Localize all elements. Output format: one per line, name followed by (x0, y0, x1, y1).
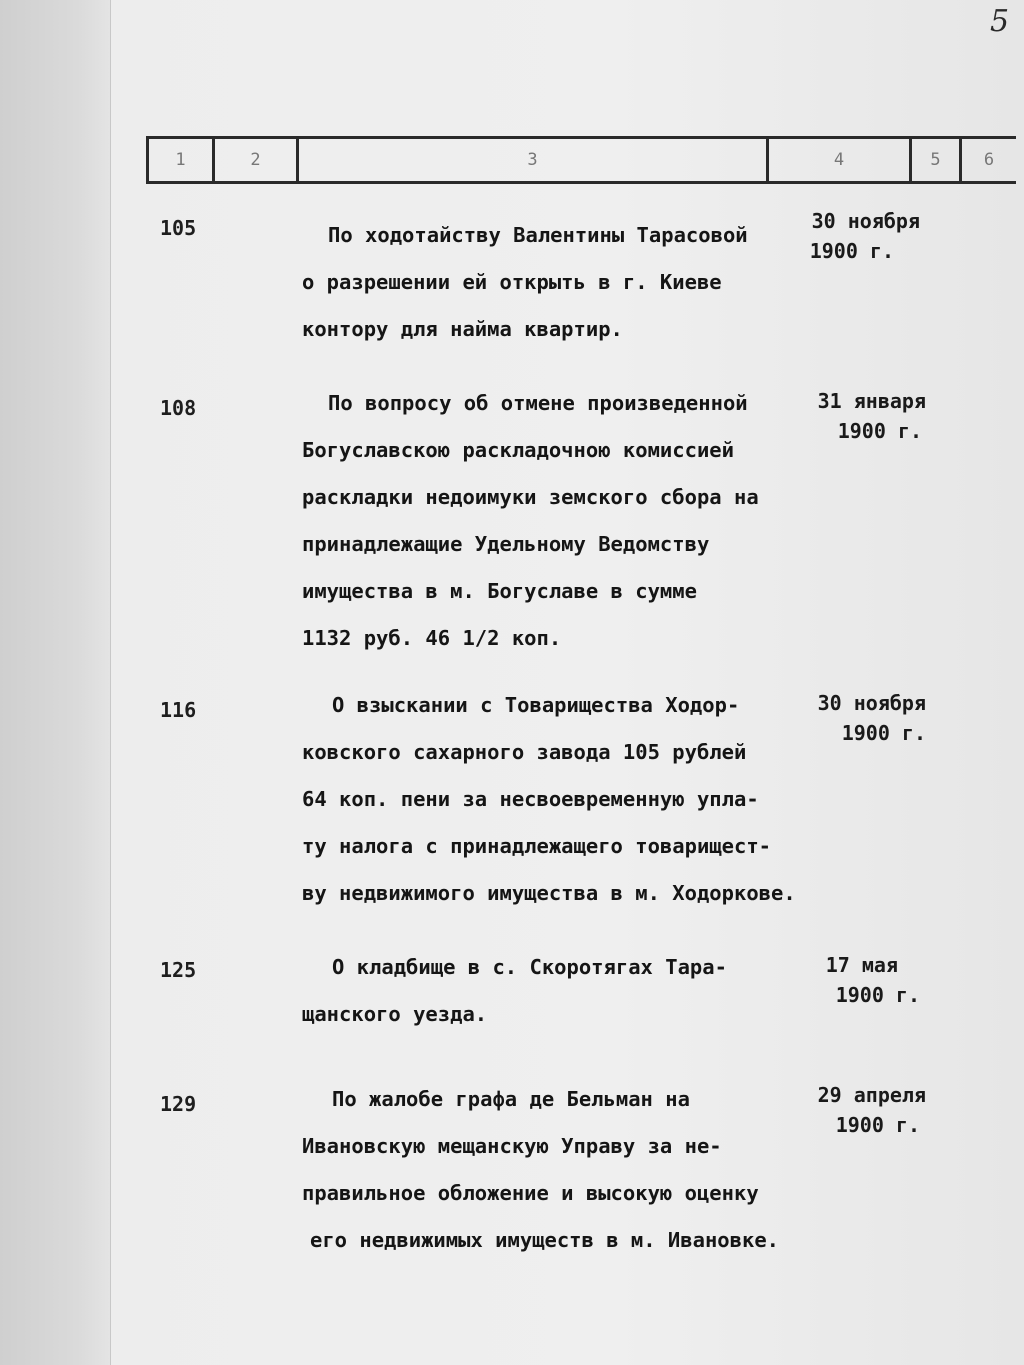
date-year: 1900 г. (809, 239, 894, 263)
description-line: По жалобе графа де Бельман на (332, 1087, 690, 1111)
date-day-month: 17 мая (825, 953, 898, 977)
description-line: ковского сахарного завода 105 рублей (302, 740, 747, 764)
description-line: 1132 руб. 46 1/2 коп. (302, 626, 562, 650)
description-line: По ходотайству Валентины Тарасовой (328, 223, 748, 247)
entry-number: 125 (160, 958, 197, 982)
description-line: его недвижимых имуществ в м. Ивановке. (310, 1228, 779, 1252)
description-line: о разрешении ей открыть в г. Киеве (302, 270, 722, 294)
description-line: По вопросу об отмене произведенной (328, 391, 748, 415)
column-header-6: 6 (983, 150, 995, 170)
entry-date (796, 1080, 926, 1140)
description-line: щанского уезда. (302, 1002, 488, 1026)
column-header-table (146, 136, 1016, 184)
date-year: 1900 г. (835, 983, 920, 1007)
description-line: контору для найма квартир. (302, 317, 623, 341)
entry-number: 105 (160, 216, 197, 240)
description-line: Богуславскою раскладочною комиссией (302, 438, 734, 462)
description-line: правильное обложение и высокую оценку (302, 1181, 759, 1205)
date-day-month: 30 ноября (811, 209, 920, 233)
date-year: 1900 г. (841, 721, 926, 745)
description-line: О кладбище в с. Скоротягах Тара- (332, 955, 727, 979)
date-year: 1900 г. (835, 1113, 920, 1137)
previous-page-edge (0, 0, 111, 1365)
description-line: принадлежащие Удельному Ведомству (302, 532, 710, 556)
entry-number: 129 (160, 1092, 197, 1116)
entry-date (790, 206, 920, 266)
description-line: Ивановскую мещанскую Управу за не- (302, 1134, 722, 1158)
entry-date (796, 386, 926, 446)
column-header-4: 4 (769, 139, 912, 181)
date-day-month: 29 апреля (817, 1083, 926, 1107)
description-line: имущества в м. Богуславе в сумме (302, 579, 697, 603)
description-line: 64 коп. пени за несвоевременную упла- (302, 787, 759, 811)
entry-date (800, 688, 926, 748)
date-day-month: 30 ноября (817, 691, 926, 715)
entry-description (302, 944, 822, 1038)
description-line: раскладки недоимуки земского сбора на (302, 485, 759, 509)
date-year: 1900 г. (837, 419, 922, 443)
entry-number: 116 (160, 698, 197, 722)
column-header-1: 1 (149, 139, 215, 181)
description-line: О взыскании с Товарищества Ходор- (332, 693, 740, 717)
entry-description (302, 212, 822, 353)
entry-number: 108 (160, 396, 197, 420)
entry-description (302, 682, 822, 917)
entry-description (302, 380, 822, 662)
entry-description (302, 1076, 822, 1264)
column-header-2: 2 (215, 139, 299, 181)
column-header-3: 3 (299, 139, 769, 181)
date-day-month: 31 января (817, 389, 926, 413)
entry-date (790, 950, 920, 1010)
column-header-5: 5 (912, 139, 962, 181)
description-line: ту налога с принадлежащего товарищест- (302, 834, 771, 858)
description-line: ву недвижимого имущества в м. Ходоркове. (302, 881, 796, 905)
handwritten-page-number: 5 (990, 4, 1010, 39)
